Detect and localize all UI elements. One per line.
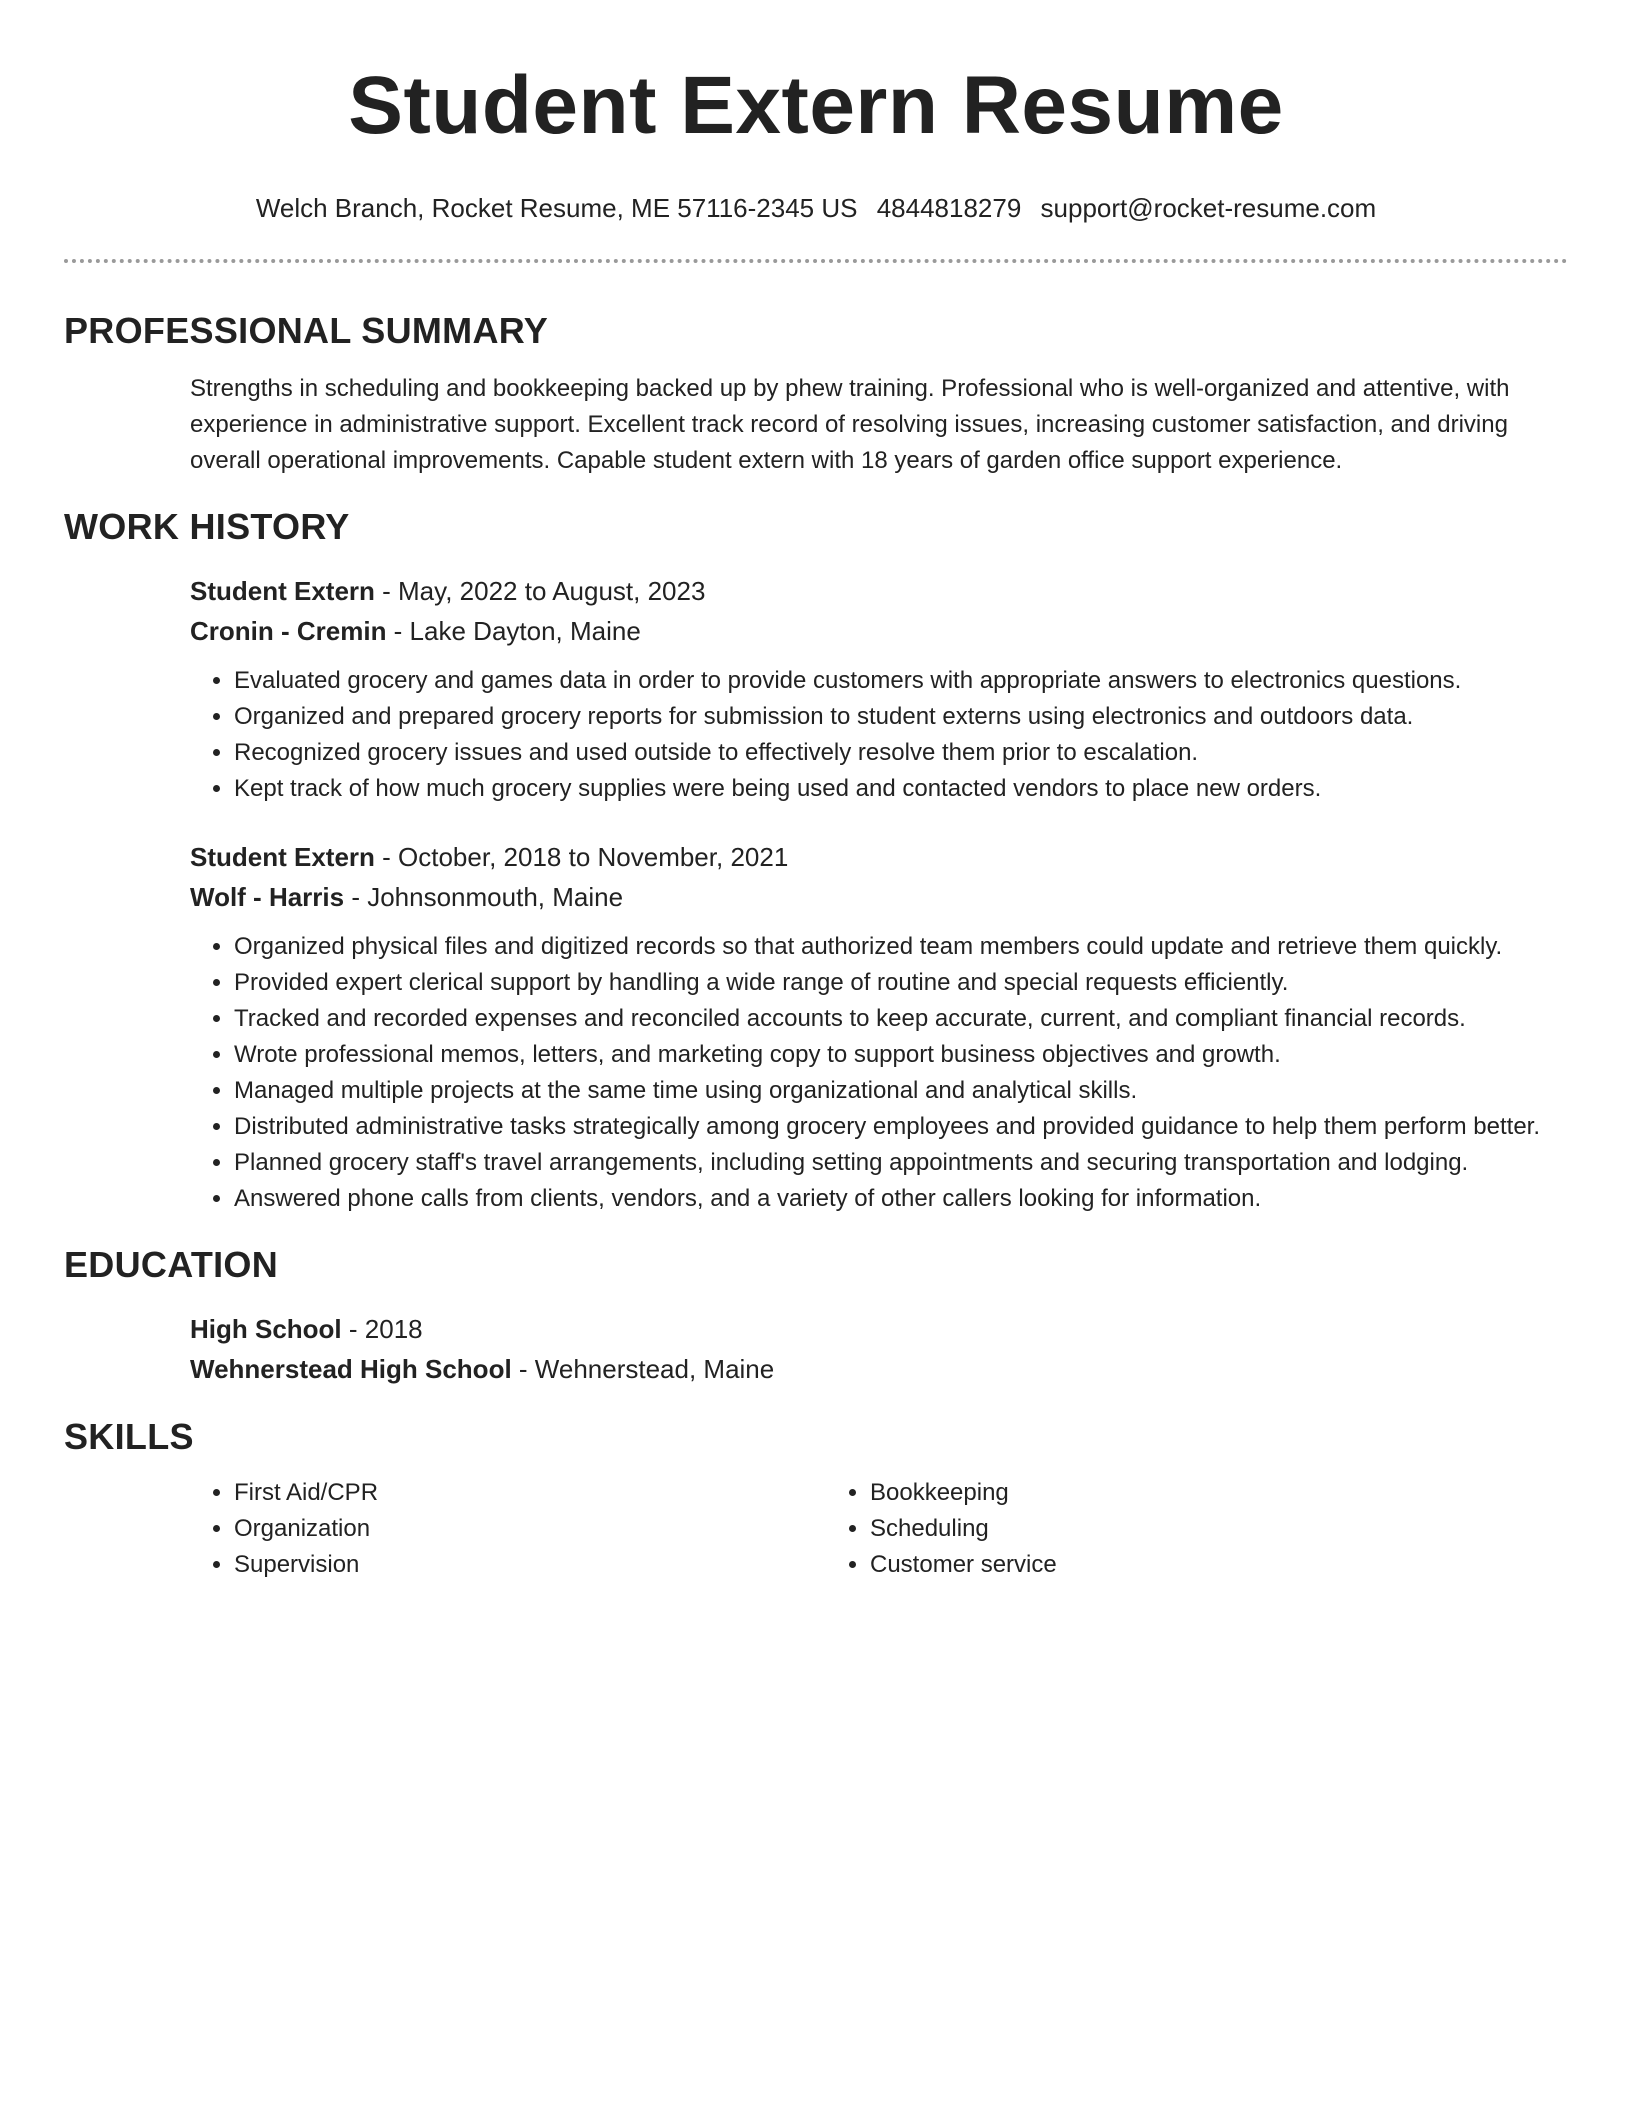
education-school: Wehnerstead High School [190, 1354, 512, 1384]
job-role: Student Extern [190, 842, 375, 872]
job-bullets [190, 929, 1568, 1217]
job-entry [190, 571, 1568, 807]
section-title-education: EDUCATION [64, 1244, 279, 1285]
list-item: • Organization [234, 1511, 826, 1547]
education-year: - 2018 [341, 1314, 423, 1344]
education-degree: High School [190, 1314, 342, 1344]
resume-header [64, 0, 1568, 263]
section-title-work: WORK HISTORY [64, 506, 350, 547]
skills-columns [64, 1475, 1568, 1583]
contact-line [64, 192, 1568, 224]
job-location: - Johnsonmouth, Maine [344, 882, 624, 912]
list-item: • Planned grocery staff's travel arrangements, including setting appointments and securing transportation and lodging. [234, 1145, 1568, 1181]
list-item: • Organized physical files and digitized records so that authorized team members could update and retrieve them quickly. [234, 929, 1568, 965]
list-item: • Distributed administrative tasks strategically among grocery employees and provided guidance to help them perform better. [234, 1109, 1568, 1145]
job-role: Student Extern [190, 576, 375, 606]
work-body [64, 571, 1568, 1217]
skills-list-left [190, 1475, 826, 1583]
work-section [64, 505, 1568, 1217]
skills-list-right [826, 1475, 1462, 1583]
list-item: • Supervision [234, 1547, 826, 1583]
summary-body [64, 371, 1568, 479]
list-item: • First Aid/CPR [234, 1475, 826, 1511]
education-degree-line [190, 1309, 1568, 1349]
education-body [64, 1309, 1568, 1389]
list-item: • Bookkeeping [870, 1475, 1462, 1511]
section-title-summary: PROFESSIONAL SUMMARY [64, 310, 549, 351]
job-entry [190, 837, 1568, 1217]
list-item: • Provided expert clerical support by handling a wide range of routine and special requests efficiently. [234, 965, 1568, 1001]
job-location: - Lake Dayton, Maine [386, 616, 641, 646]
section-title-skills: SKILLS [64, 1416, 194, 1457]
summary-text: Strengths in scheduling and bookkeeping backed up by phew training. Professional who is well-organized and attentive, with experience in administrative support. Excellent track record of resolving issues, increasing customer satisfaction, and driving overall operational improvements. Capable student extern with 18 years of garden office support experience. [190, 375, 1510, 474]
education-school-line [190, 1349, 1568, 1389]
education-section [64, 1243, 1568, 1389]
job-company: Cronin - Cremin [190, 616, 387, 646]
contact-phone: 4844818279 [876, 193, 1022, 223]
job-bullets [190, 663, 1568, 807]
resume-title: Student Extern Resume [348, 60, 1284, 151]
list-item: • Organized and prepared grocery reports for submission to student externs using electronics and outdoors data. [234, 699, 1568, 735]
list-item: • Recognized grocery issues and used outside to effectively resolve them prior to escalation. [234, 735, 1568, 771]
contact-email: support@rocket-resume.com [1040, 193, 1377, 223]
contact-address: Welch Branch, Rocket Resume, ME 57116-2345 US [255, 193, 858, 223]
summary-section [64, 309, 1568, 479]
list-item: • Customer service [870, 1547, 1462, 1583]
job-company-line [190, 611, 1568, 651]
list-item: • Answered phone calls from clients, vendors, and a variety of other callers looking for information. [234, 1181, 1568, 1217]
job-title-line [190, 837, 1568, 877]
skills-section [64, 1415, 1568, 1583]
job-company: Wolf - Harris [190, 882, 345, 912]
job-company-line [190, 877, 1568, 917]
education-location: - Wehnerstead, Maine [511, 1354, 775, 1384]
list-item: • Tracked and recorded expenses and reconciled accounts to keep accurate, current, and compliant financial records. [234, 1001, 1568, 1037]
header-divider [64, 259, 1568, 263]
list-item: • Evaluated grocery and games data in order to provide customers with appropriate answers to electronics questions. [234, 663, 1568, 699]
job-dates: - May, 2022 to August, 2023 [374, 576, 706, 606]
job-title-line [190, 571, 1568, 611]
job-dates: - October, 2018 to November, 2021 [374, 842, 789, 872]
list-item: • Kept track of how much grocery supplies were being used and contacted vendors to place new orders. [234, 771, 1568, 807]
list-item: • Scheduling [870, 1511, 1462, 1547]
list-item: • Managed multiple projects at the same time using organizational and analytical skills. [234, 1073, 1568, 1109]
list-item: • Wrote professional memos, letters, and marketing copy to support business objectives and growth. [234, 1037, 1568, 1073]
